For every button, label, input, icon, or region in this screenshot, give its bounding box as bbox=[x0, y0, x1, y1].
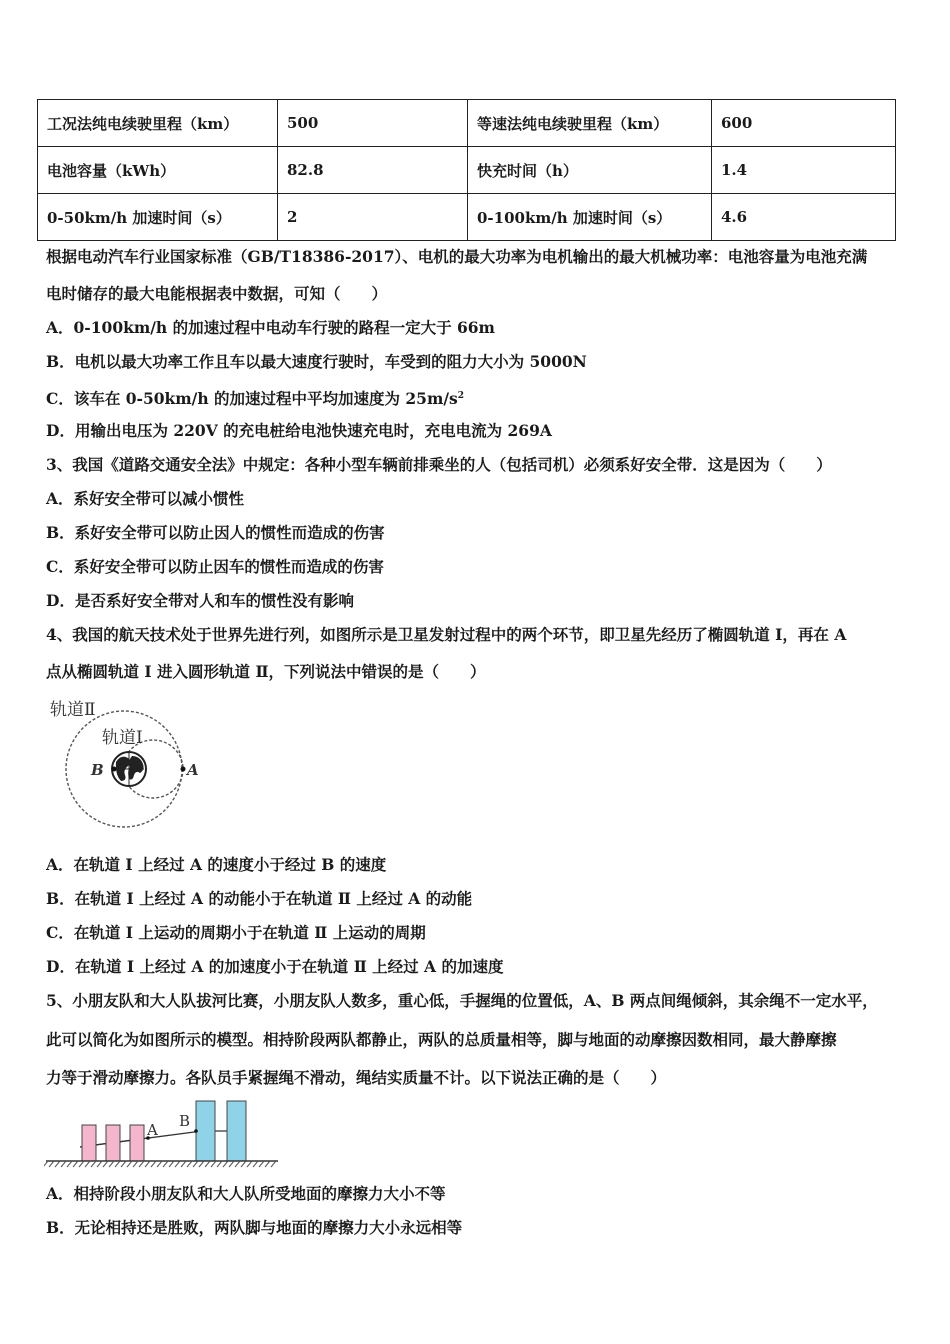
hatch-mark bbox=[223, 1161, 228, 1167]
q3-option-a: A．系好安全带可以减小惯性 bbox=[46, 489, 245, 508]
table-cell: 500 bbox=[278, 100, 468, 147]
q2-option-c-text: C．该车在 0-50km/h 的加速过程中平均加速度为 25m/s bbox=[46, 389, 458, 409]
hatch-mark bbox=[79, 1161, 84, 1167]
q4-option-c: C．在轨道 I 上运动的周期小于在轨道 Ⅱ 上运动的周期 bbox=[46, 923, 426, 942]
hatch-mark bbox=[187, 1161, 192, 1167]
table-cell: 快充时间（h） bbox=[468, 147, 712, 194]
q5-option-a: A．相持阶段小朋友队和大人队所受地面的摩擦力大小不等 bbox=[46, 1184, 446, 1203]
table-cell: 600 bbox=[712, 100, 896, 147]
hatch-mark bbox=[55, 1161, 60, 1167]
hatch-mark bbox=[73, 1161, 78, 1167]
hatch-mark bbox=[145, 1161, 150, 1167]
table-cell: 0-100km/h 加速时间（s） bbox=[468, 194, 712, 241]
hatch-mark bbox=[61, 1161, 66, 1167]
adult-block bbox=[227, 1101, 246, 1161]
q5-option-b: B．无论相持还是胜败，两队脚与地面的摩擦力大小永远相等 bbox=[46, 1218, 463, 1237]
hatch-mark bbox=[259, 1161, 264, 1167]
q3-stem: 3、我国《道路交通安全法》中规定：各种小型车辆前排乘坐的人（包括司机）必须系好安全带．这是因为（ ） bbox=[46, 455, 832, 474]
q5-stem-line-1: 5、小朋友队和大人队拔河比赛，小朋友队人数多，重心低，手握绳的位置低，A、B 两点间绳倾斜，其余绳不一定水平， bbox=[46, 991, 878, 1010]
q4-option-b: B．在轨道 I 上经过 A 的动能小于在轨道 Ⅱ 上经过 A 的动能 bbox=[46, 889, 473, 908]
hatch-mark bbox=[157, 1161, 162, 1167]
hatch-mark bbox=[265, 1161, 270, 1167]
q2-stem-line-2: 电时储存的最大电能根据表中数据，可知（ ） bbox=[46, 284, 388, 303]
orbit-1-label: 轨道Ⅰ bbox=[102, 728, 143, 748]
q5-stem-line-3: 力等于滑动摩擦力。各队员手紧握绳不滑动，绳结实质量不计。以下说法正确的是（ ） bbox=[46, 1068, 667, 1087]
hatch-mark bbox=[271, 1161, 276, 1167]
hatch-mark bbox=[49, 1161, 54, 1167]
hatch-mark bbox=[193, 1161, 198, 1167]
hatch-mark bbox=[175, 1161, 180, 1167]
point-b-dot bbox=[112, 767, 117, 772]
hatch-mark bbox=[247, 1161, 252, 1167]
adult-block bbox=[196, 1101, 215, 1161]
hatch-mark bbox=[211, 1161, 216, 1167]
table-cell: 82.8 bbox=[278, 147, 468, 194]
hatch-mark bbox=[169, 1161, 174, 1167]
point-b-label: B bbox=[179, 1112, 191, 1130]
hatch-mark bbox=[139, 1161, 144, 1167]
table-row bbox=[38, 147, 896, 194]
orbit-2-label: 轨道Ⅱ bbox=[50, 700, 96, 720]
hatch-mark bbox=[127, 1161, 132, 1167]
hatch-mark bbox=[103, 1161, 108, 1167]
hatch-mark bbox=[121, 1161, 126, 1167]
hatch-mark bbox=[253, 1161, 258, 1167]
point-a-label: A bbox=[147, 1121, 158, 1139]
hatch-mark bbox=[44, 1161, 48, 1167]
q5-stem-line-2: 此可以简化为如图所示的模型。相持阶段两队都静止，两队的总质量相等，脚与地面的动摩擦因数相同，最大静摩擦 bbox=[46, 1030, 837, 1049]
q4-stem-line-2: 点从椭圆轨道 I 进入圆形轨道 Ⅱ，下列说法中错误的是（ ） bbox=[46, 662, 486, 681]
table-row bbox=[38, 100, 896, 147]
hatch-mark bbox=[241, 1161, 246, 1167]
earth-icon bbox=[112, 752, 146, 786]
kid-block bbox=[106, 1125, 120, 1161]
hatch-mark bbox=[235, 1161, 240, 1167]
q2-option-d: D．用输出电压为 220V 的充电桩给电池快速充电时，充电电流为 269A bbox=[46, 421, 552, 440]
point-a-dot bbox=[181, 767, 186, 772]
hatch-mark bbox=[133, 1161, 138, 1167]
hatch-mark bbox=[163, 1161, 168, 1167]
hatch-mark bbox=[91, 1161, 96, 1167]
point-b-dot bbox=[194, 1129, 198, 1133]
hatch-mark bbox=[115, 1161, 120, 1167]
q2-option-c-superscript: 2 bbox=[457, 391, 465, 401]
hatch-mark bbox=[97, 1161, 102, 1167]
hatch-mark bbox=[229, 1161, 234, 1167]
q4-option-a: A．在轨道 I 上经过 A 的速度小于经过 B 的速度 bbox=[46, 855, 387, 874]
hatch-mark bbox=[109, 1161, 114, 1167]
vehicle-spec-table bbox=[37, 99, 896, 241]
q3-option-b: B．系好安全带可以防止因人的惯性而造成的伤害 bbox=[46, 523, 385, 542]
hatch-mark bbox=[199, 1161, 204, 1167]
q3-option-c: C．系好安全带可以防止因车的惯性而造成的伤害 bbox=[46, 557, 384, 576]
table-cell: 等速法纯电续驶里程（km） bbox=[468, 100, 712, 147]
q4-option-d: D．在轨道 I 上经过 A 的加速度小于在轨道 Ⅱ 上经过 A 的加速度 bbox=[46, 957, 504, 976]
hatch-mark bbox=[205, 1161, 210, 1167]
tug-of-war-diagram bbox=[44, 1094, 284, 1172]
q2-option-c bbox=[46, 386, 464, 409]
ground-hatching bbox=[44, 1161, 276, 1167]
table-cell: 1.4 bbox=[712, 147, 896, 194]
table-cell: 工况法纯电续驶里程（km） bbox=[38, 100, 278, 147]
q4-stem-line-1: 4、我国的航天技术处于世界先进行列，如图所示是卫星发射过程中的两个环节，即卫星先经历了椭圆轨道 I，再在 A bbox=[46, 625, 847, 644]
table-cell: 2 bbox=[278, 194, 468, 241]
kid-block bbox=[82, 1125, 96, 1161]
hatch-mark bbox=[85, 1161, 90, 1167]
table-row bbox=[38, 194, 896, 241]
point-b-label: B bbox=[91, 761, 104, 779]
hatch-mark bbox=[217, 1161, 222, 1167]
hatch-mark bbox=[151, 1161, 156, 1167]
point-a-label: A bbox=[187, 761, 199, 779]
orbit-diagram bbox=[46, 696, 216, 836]
q2-stem-line-1: 根据电动汽车行业国家标准（GB/T18386-2017）、电机的最大功率为电机输出的最大机械功率：电池容量为电池充满 bbox=[46, 247, 868, 266]
q2-option-a: A．0-100km/h 的加速过程中电动车行驶的路程一定大于 66m bbox=[46, 318, 495, 337]
kid-block bbox=[130, 1125, 144, 1161]
table-cell: 电池容量（kWh） bbox=[38, 147, 278, 194]
q3-option-d: D．是否系好安全带对人和车的惯性没有影响 bbox=[46, 591, 354, 610]
table-cell: 4.6 bbox=[712, 194, 896, 241]
table-cell: 0-50km/h 加速时间（s） bbox=[38, 194, 278, 241]
hatch-mark bbox=[181, 1161, 186, 1167]
hatch-mark bbox=[67, 1161, 72, 1167]
q2-option-b: B．电机以最大功率工作且车以最大速度行驶时，车受到的阻力大小为 5000N bbox=[46, 352, 587, 371]
